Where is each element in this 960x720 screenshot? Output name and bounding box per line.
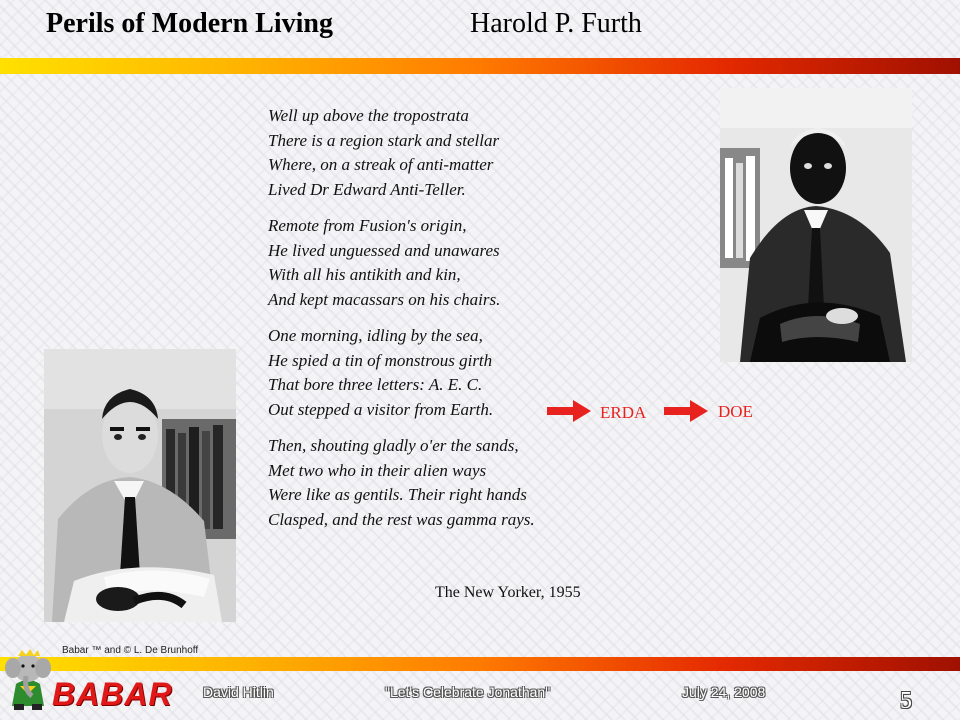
poem-line: Then, shouting gladly o'er the sands, <box>268 436 519 455</box>
doe-label: DOE <box>718 402 753 421</box>
poem-line: One morning, idling by the sea, <box>268 326 483 345</box>
negative-teller-photo <box>720 88 912 362</box>
poem <box>268 104 628 544</box>
poem-stanza-4 <box>268 434 628 532</box>
poem-line: Clasped, and the rest was gamma rays. <box>268 509 535 529</box>
copyright-notice: Babar ™ and © L. De Brunhoff <box>62 645 199 656</box>
poem-line: Where, on a streak of anti-matter <box>268 155 494 174</box>
poem-author: Harold P. Furth <box>470 8 642 39</box>
poem-line: That bore three letters: A. E. C. <box>268 375 483 394</box>
poem-source: The New Yorker, 1955 <box>435 584 581 601</box>
arrow-right-icon <box>547 398 593 424</box>
poem-line: Remote from Fusion's origin, <box>268 216 467 235</box>
page-number: 5 <box>900 688 912 714</box>
presenter-name: David Hitlin <box>203 684 274 700</box>
header-gradient-bar <box>0 58 960 74</box>
talk-title: "Let's Celebrate Jonathan" <box>385 684 551 700</box>
babar-elephant-icon <box>2 646 54 712</box>
poem-line: Were like as gentils. Their right hands <box>268 485 527 504</box>
poem-line: Met two who in their alien ways <box>268 460 487 480</box>
teller-photo <box>44 349 236 622</box>
babar-logo: BABAR <box>52 676 173 712</box>
talk-date: July 24, 2008 <box>682 684 766 700</box>
footer-gradient-bar <box>0 657 960 671</box>
slide-title: Perils of Modern Living <box>46 8 333 39</box>
poem-line: Out stepped a visitor from Earth. <box>268 399 494 419</box>
poem-line: Well up above the tropostrata <box>268 106 469 125</box>
poem-stanza-1 <box>268 104 628 202</box>
poem-stanza-2 <box>268 214 628 312</box>
poem-line: With all his antikith and kin, <box>268 265 461 284</box>
poem-line: He lived unguessed and unawares <box>268 240 500 260</box>
poem-line: There is a region stark and stellar <box>268 130 500 150</box>
poem-line: He spied a tin of monstrous girth <box>268 350 493 370</box>
arrow-right-icon <box>664 398 710 424</box>
poem-line: Lived Dr Edward Anti-Teller. <box>268 179 466 199</box>
erda-label: ERDA <box>600 403 647 422</box>
poem-line: And kept macassars on his chairs. <box>268 289 501 309</box>
